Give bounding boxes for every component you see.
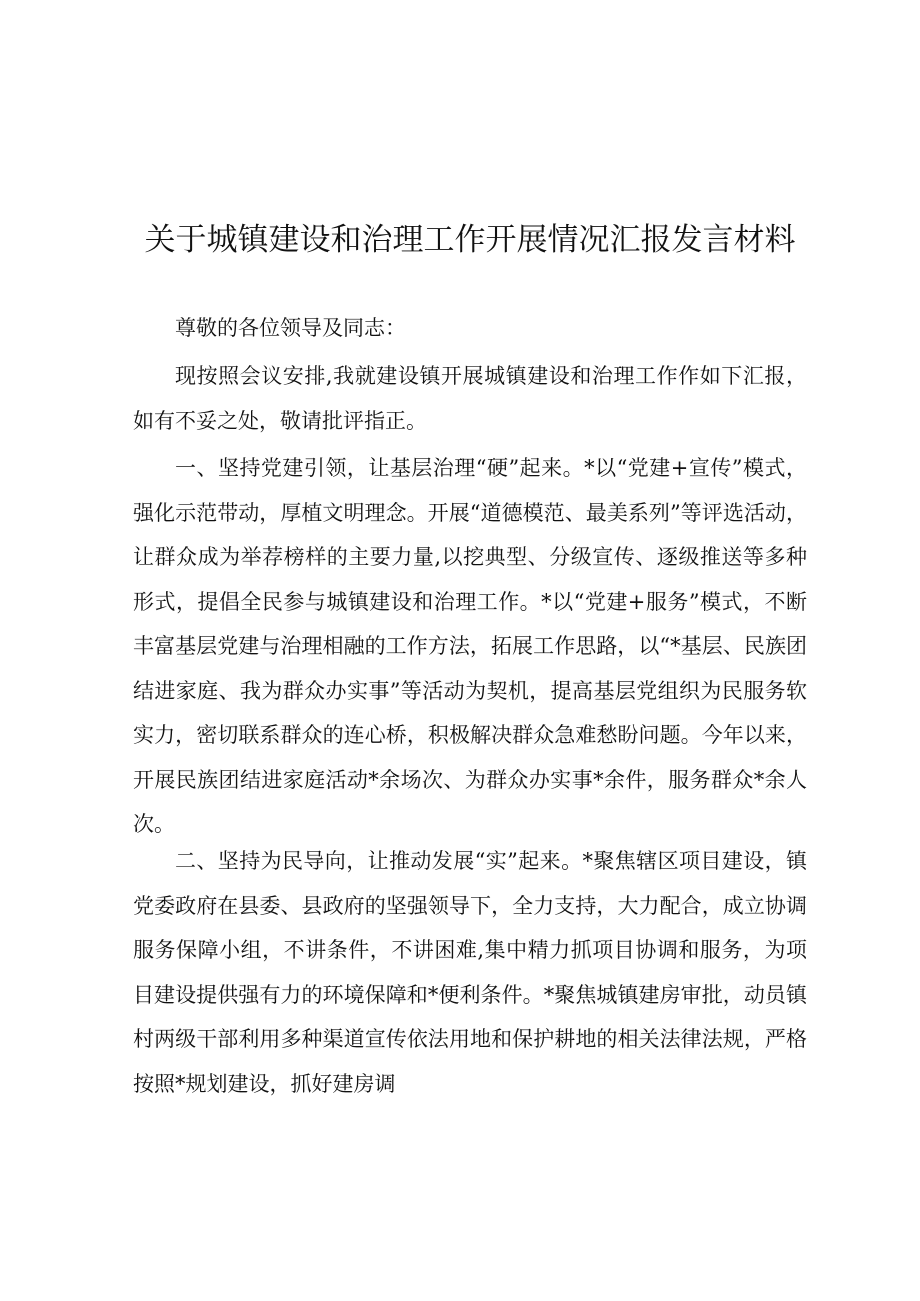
paragraph-section-one: 一、坚持党建引领，让基层治理“硬”起来。*以“党建+宣传”模式，强化示范带动，厚植文明理念。开展“道德模范、最美系列”等评选活动，让群众成为举荐榜样的主要力量,以挖典型、分级宣传、逐级推送等多种形式，提倡全民参与城镇建设和治理工作。*以“党建+服务”模式，不断丰富基层党建与治理相融的工作方法，拓展工作思路，以“*基层、民族团结进家庭、我为群众办实事”等活动为契机，提高基层党组织为民服务软实力，密切联系群众的连心桥，积极解决群众急难愁盼问题。今年以来，开展民族团结进家庭活动*余场次、为群众办实事*余件，服务群众*余人次。 — [133, 456, 807, 836]
salutation: 尊敬的各位领导及同志： — [175, 316, 406, 340]
paragraph-section-two: 二、坚持为民导向，让推动发展“实”起来。*聚焦辖区项目建设，镇党委政府在县委、县政府的坚强领导下，全力支持，大力配合，成立协调服务保障小组，不讲条件，不讲困难,集中精力抓项目协调和服务，为项目建设提供强有力的环境保障和*便利条件。*聚焦城镇建房审批，动员镇村两级干部利用多种渠道宣传依法用地和保护耕地的相关法律法规，严格按照*规划建设，抓好建房调 — [133, 849, 807, 1096]
document-title: 关于城镇建设和治理工作开展情况汇报发言材料 — [144, 222, 796, 258]
paragraph-intro: 现按照会议安排,我就建设镇开展城镇建设和治理工作作如下汇报，如有不妥之处，敬请批评指正。 — [133, 364, 807, 433]
